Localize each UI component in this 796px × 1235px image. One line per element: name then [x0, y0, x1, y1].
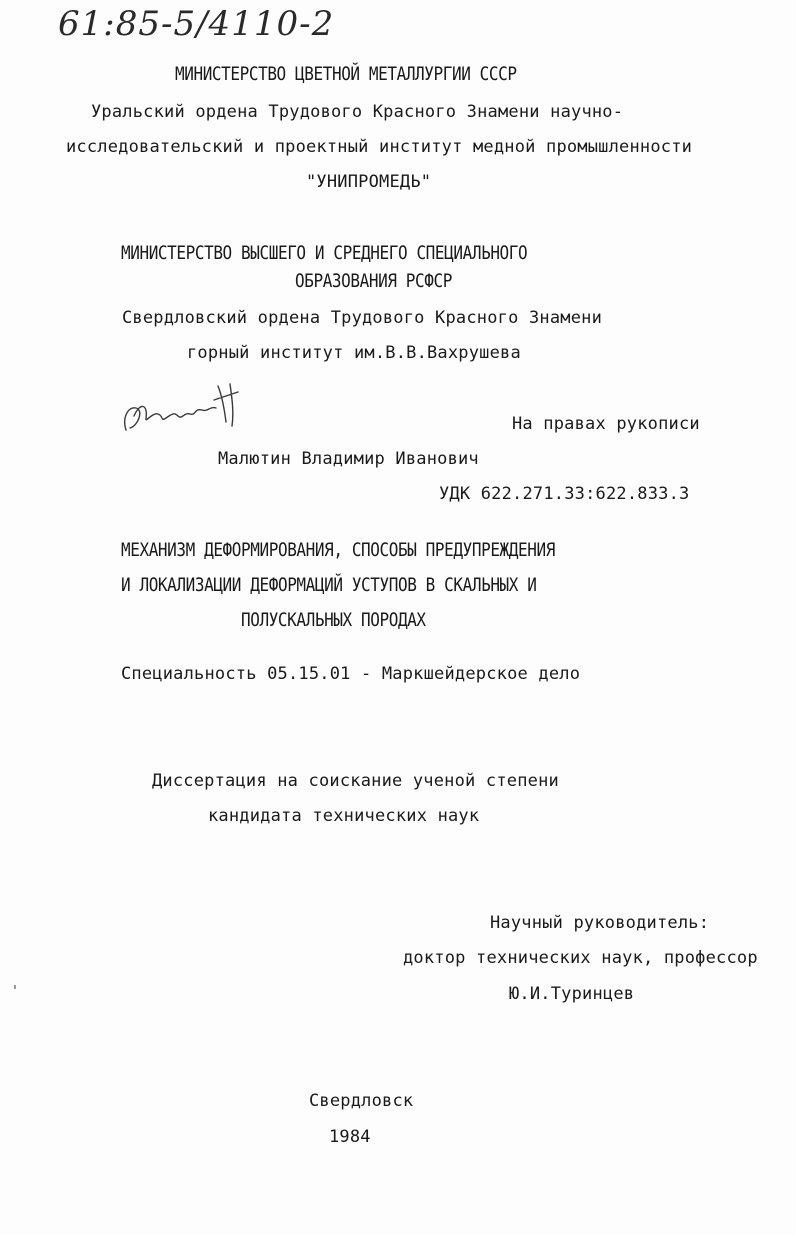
scan-speck [14, 985, 16, 989]
udc-code: УДК 622.271.33:622.833.3 [439, 484, 690, 504]
ministry-metallurgy: МИНИСТЕРСТВО ЦВЕТНОЙ МЕТАЛЛУРГИИ СССР [175, 62, 517, 85]
title-line-2: И ЛОКАЛИЗАЦИИ ДЕФОРМАЦИЙ УСТУПОВ В СКАЛЬНЫХ И [121, 573, 537, 596]
dissertation-line-1: Диссертация на соискание ученой степени [152, 771, 559, 791]
institute-2-line-2: горный институт им.В.В.Вахрушева [187, 343, 521, 363]
supervisor-degree: доктор технических наук, профессор [403, 948, 758, 968]
institute-1-line-1: Уральский ордена Трудового Красного Знамени научно- [91, 102, 624, 122]
title-line-3: ПОЛУСКАЛЬНЫХ ПОРОДАХ [241, 608, 426, 631]
ministry-higher-ed-line-2: ОБРАЗОВАНИЯ РСФСР [295, 269, 452, 292]
year: 1984 [329, 1127, 371, 1147]
archive-code-handwritten: 61:85-5/4110-2 [58, 4, 335, 44]
manuscript-rights-note: На правах рукописи [512, 414, 700, 434]
ministry-higher-ed-line-1: МИНИСТЕРСТВО ВЫСШЕГО И СРЕДНЕГО СПЕЦИАЛЬНОГО [121, 241, 528, 264]
title-line-1: МЕХАНИЗМ ДЕФОРМИРОВАНИЯ, СПОСОБЫ ПРЕДУПРЕЖДЕНИЯ [121, 538, 555, 561]
institute-1-line-3: "УНИПРОМЕДЬ" [306, 172, 432, 192]
specialty: Специальность 05.15.01 - Маркшейдерское дело [121, 664, 581, 684]
city: Свердловск [309, 1091, 414, 1111]
supervisor-name: Ю.И.Туринцев [509, 984, 635, 1004]
institute-1-line-2: исследовательский и проектный институт медной промышленности [66, 137, 693, 157]
author-name: Малютин Владимир Иванович [218, 449, 479, 469]
supervisor-label: Научный руководитель: [490, 913, 710, 933]
dissertation-line-2: кандидата технических наук [208, 806, 480, 826]
signature [118, 378, 258, 448]
institute-2-line-1: Свердловский ордена Трудового Красного Знамени [122, 308, 603, 328]
